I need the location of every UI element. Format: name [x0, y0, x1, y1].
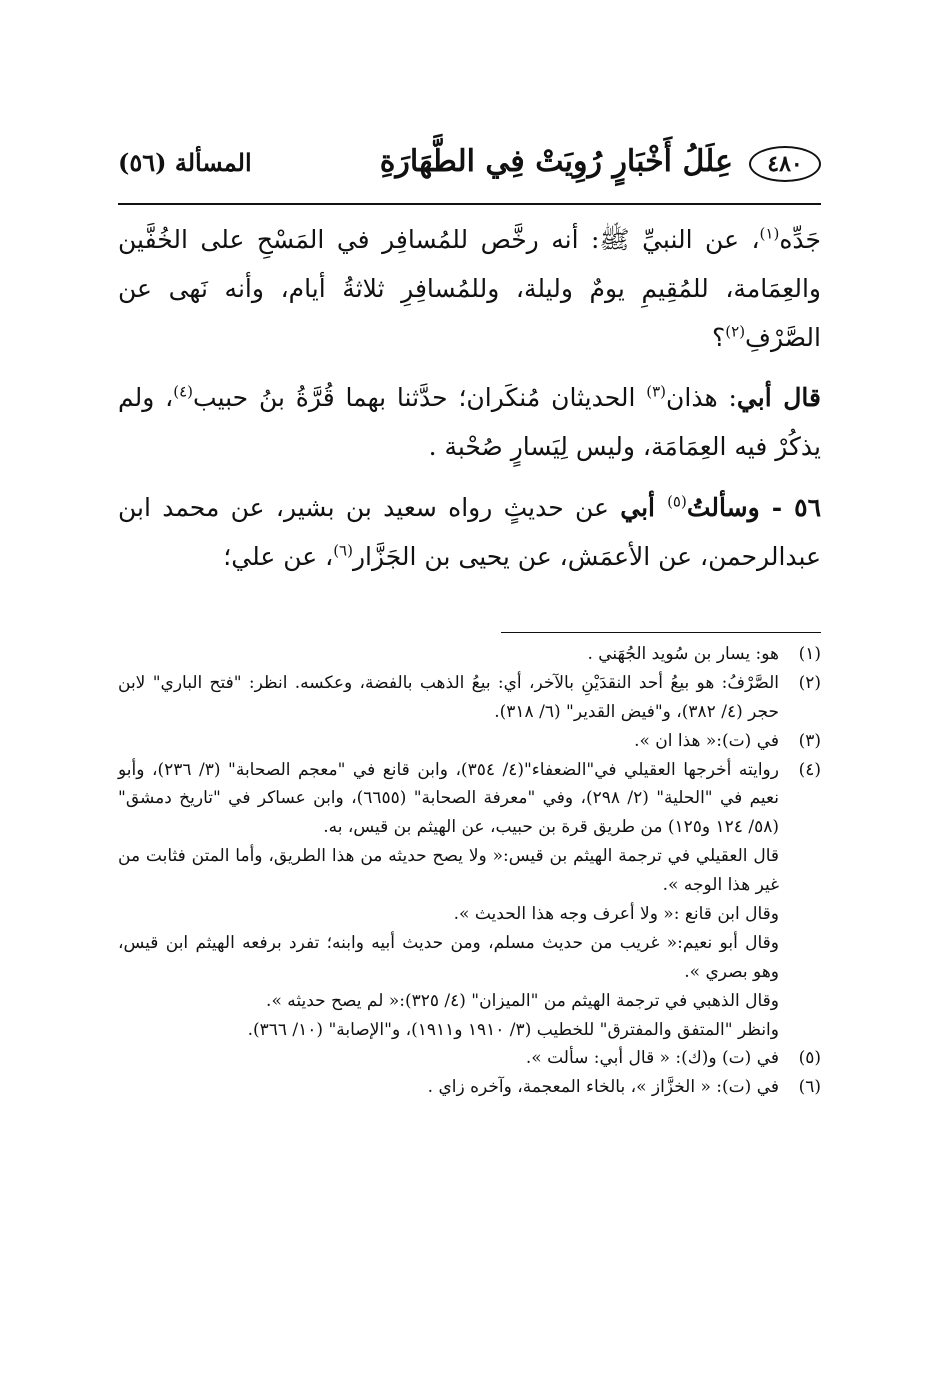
footnote — [118, 1044, 821, 1073]
footnote-line: في (ت):« هذا ان ». — [634, 730, 779, 751]
footnote-ref: (٢) — [725, 322, 746, 341]
footnote-line: روايته أخرجها العقيلي في"الضعفاء"(٤/ ٣٥٤)، وابن قانع في "معجم الصحابة" (٣/ ٢٣٦)، وأبو نعيم في "الحلية" (٢/ ٢٩٨)، وفي "معرفة الصحابة" (٦٦٥٥)، وابن عساكر في "تاريخ دمشق" (٥٨/ ١٢٤ و١٢٥) من طريق قرة بن حبيب، عن الهيثم بن قيس، به. — [118, 759, 779, 838]
paragraph-question-56 — [118, 484, 821, 582]
text-run: ، عن النبيِّ ﷺ: أنه رخَّص للمُسافِر في المَسْحِ على الخُفَّين والعِمَامة، للمُقِيمِ يومٌ وليلة، وللمُسافِرِ ثلاثةُ أيام، وأنه نَهى عن الصَّرْفِ — [118, 225, 821, 352]
footnote-line: هو: يسار بن سُويد الجُهَني . — [587, 644, 779, 664]
footnote-number: (٤) — [798, 759, 821, 780]
footnote-line: في (ت) و(ك): « قال أبي: سألت ». — [525, 1048, 779, 1069]
running-header — [118, 140, 821, 192]
page-number: ٤٨٠ — [749, 146, 821, 182]
footnote-body — [118, 1044, 779, 1073]
footnote-line: قال العقيلي في ترجمة الهيثم بن قيس:« ولا يصح حديثه من هذا الطريق، وأما المتن فثابت من غير هذا الوجه ». — [118, 846, 779, 896]
paragraph-hadith-text — [118, 216, 821, 362]
footnote-line: الصَّرْفُ: هو بيعُ أحد النقدَيْنِ بالآخر، أي: بيعُ الذهب بالفضة، وعكسه. انظر: "فتح الباري" لابن حجر (٤/ ٣٨٢)، و"فيض القدير" (٦/ ٣١٨). — [118, 672, 779, 722]
footnote-body — [118, 640, 779, 669]
footnote-line: وانظر "المتفق والمفترق" للخطيب (٣/ ١٩١٠ و١٩١١)، و"الإصابة" (١٠/ ٣٦٦). — [247, 1019, 779, 1040]
masala-number: المسألة (٥٦) — [118, 148, 252, 177]
header-divider — [118, 203, 821, 205]
footnote-line: وقال ابن قانع :« ولا أعرف وجه هذا الحديث ». — [453, 904, 779, 925]
footnote-line: وقال أبو نعيم:« غريب من حديث مسلم، ومن حديث أبيه وابنه؛ تفرد برفعه الهيثم ابن قيس، وهو بصري ». — [118, 932, 779, 982]
footnote — [118, 727, 821, 756]
footnote — [118, 756, 821, 1045]
footnote — [118, 669, 821, 727]
footnote-number: (١) — [798, 644, 821, 664]
footnote-number: (٦) — [798, 1077, 821, 1098]
paragraph-abi-hatim-answer — [118, 374, 821, 472]
footnote — [118, 640, 821, 669]
footnote-divider — [501, 632, 821, 633]
footnote-ref: (٣) — [646, 382, 667, 401]
footnote-line: وقال الذهبي في ترجمة الهيثم من "الميزان" (٤/ ٣٢٥):« لم يصح حديثه ». — [266, 990, 779, 1011]
text-run: ، عن علي؛ — [223, 541, 334, 571]
speaker-label: أبي — [620, 492, 668, 522]
footnotes — [118, 640, 821, 1102]
text-run: الحديثان مُنكَران؛ حدَّثنا بهما قُرَّةُ بنُ حبيب — [193, 383, 647, 413]
footnote-line: في (ت): « الخزَّاز »، بالخاء المعجمة، وآخره زاي . — [427, 1077, 779, 1098]
speaker-label: قال أبي — [736, 383, 822, 413]
footnote-ref: (٥) — [667, 492, 687, 511]
footnote-body — [118, 756, 779, 1045]
text-run: جَدِّه — [779, 225, 821, 254]
footnote — [118, 1073, 821, 1102]
text-run: ، ولم يذكُرْ فيه العِمَامَة، وليس لِيَسارٍ صُحْبة . — [118, 383, 821, 461]
footnote-ref: (٤) — [173, 382, 194, 401]
text-run: : هذان — [666, 383, 737, 413]
question-label: ٥٦ - وسألتُ — [686, 492, 821, 522]
footnote-body — [118, 669, 779, 727]
footnote-body — [118, 1073, 779, 1102]
footnote-ref: (٦) — [333, 541, 353, 560]
footnote-number: (٥) — [798, 1048, 821, 1069]
main-text — [118, 216, 821, 593]
text-run: عن حديثٍ رواه سعيد بن بشير، عن محمد ابن عبدالرحمن، عن الأعمَش، عن يحيى بن الجَزَّار — [118, 492, 821, 571]
footnote-number: (٣) — [798, 730, 821, 751]
text-run: ؟ — [711, 322, 726, 352]
footnote-body — [118, 727, 779, 756]
book-title: عِلَلُ أَخْبَارٍ رُوِيَتْ فِي الطَّهَارَةِ — [379, 144, 733, 179]
footnote-ref: (١) — [759, 224, 780, 243]
footnote-number: (٢) — [798, 672, 821, 693]
